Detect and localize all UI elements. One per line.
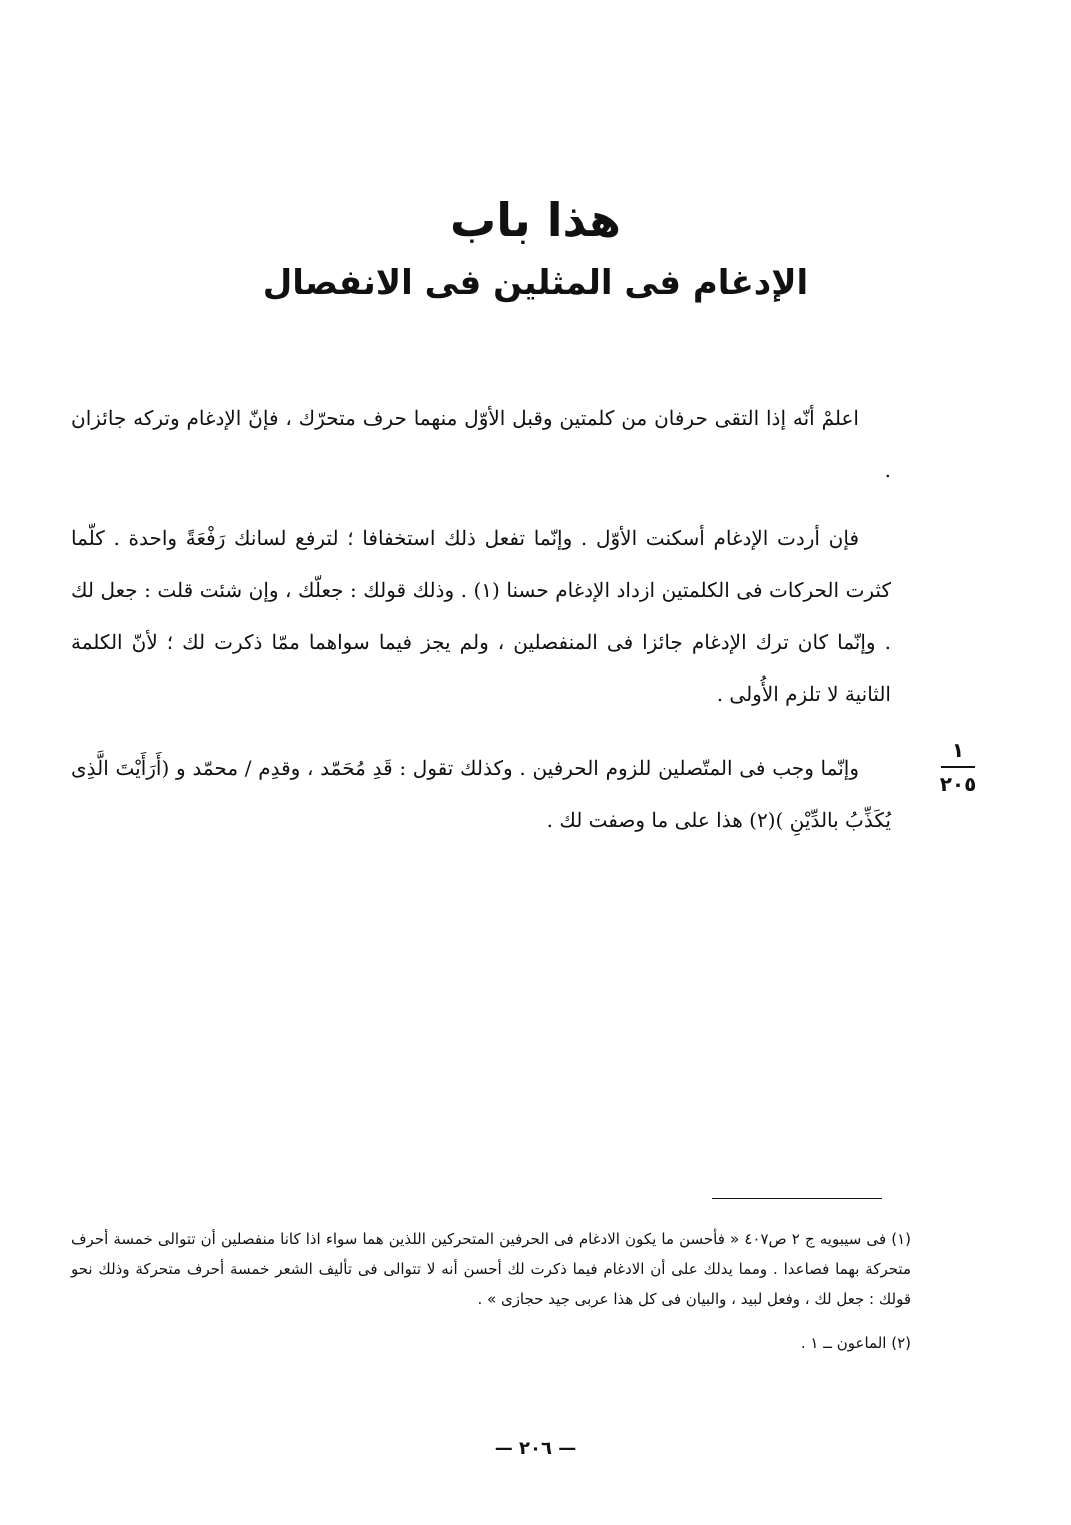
footnote-separator xyxy=(712,1198,882,1199)
paragraph-text: فإن أردت الإدغام أسكنت الأوّل . وإنّما تفعل ذلك استخفافا ؛ لترفع لسانك رَفْعَةً واحدة . كلّما كثرت الحركات فى الكلمتين ازداد الإدغام حسنا (١) . وذلك قولك : جعلّك ، وإن شئت قلت : جعل لك . وإنّما كان ترك الإدغام جائزا فى المنفصلين ، ولم يجز فيما سواهما ممّا ذكرت لك ؛ لأنّ الكلمة الثانية لا تلزم الأُولى . xyxy=(71,526,891,706)
footnote-2: (٢) الماعون ــ ١ . xyxy=(800,1334,911,1352)
margin-reference-divider xyxy=(941,766,975,768)
body-paragraph-2 xyxy=(71,512,891,740)
margin-reference-bottom: ٢٠٥ xyxy=(939,772,977,796)
body-paragraph-3 xyxy=(71,742,891,866)
footnote-1: (١) فى سيبويه ج ٢ ص٤٠٧ « فأحسن ما يكون الادغام فى الحرفين المتحركين اللذين هما سواء اذا كانا منفصلين أن تتوالى خمسة أحرف متحركة بهما فصاعدا . ومما يدلك على أن الادغام فيما ذكرت لك أحسن أنه لا تتوالى فى تأليف الشعر خمسة أحرف متحركة وذلك نحو قولك : جعل لك ، وفعل لبيد ، والبيان فى كل هذا عربى جيد حجازى » . xyxy=(71,1230,911,1308)
margin-page-reference xyxy=(935,738,981,796)
margin-reference-top: ١ xyxy=(951,738,965,762)
footnotes xyxy=(71,1224,911,1358)
paragraph-text: وإنّما وجب فى المتّصلين للزوم الحرفين . وكذلك تقول : قَدِ مُحَمّد ، وقدِم / محمّد و (أَرَأَيْتَ الَّذِى يُكَذِّبُ بالدِّيْنِ )(٢) هذا على ما وصفت لك . xyxy=(71,756,891,832)
chapter-subtitle: الإدغام فى المثلين فى الانفصال xyxy=(262,263,809,303)
page-number: — ٢٠٦ — xyxy=(494,1438,577,1459)
chapter-title: هذا باب xyxy=(449,193,622,247)
body-paragraph-1 xyxy=(71,392,891,516)
paragraph-text: اعلمْ أنّه إذا التقى حرفان من كلمتين وقبل الأوّل منهما حرف متحرّك ، فإنّ الإدغام وتركه جائزان . xyxy=(71,406,891,482)
